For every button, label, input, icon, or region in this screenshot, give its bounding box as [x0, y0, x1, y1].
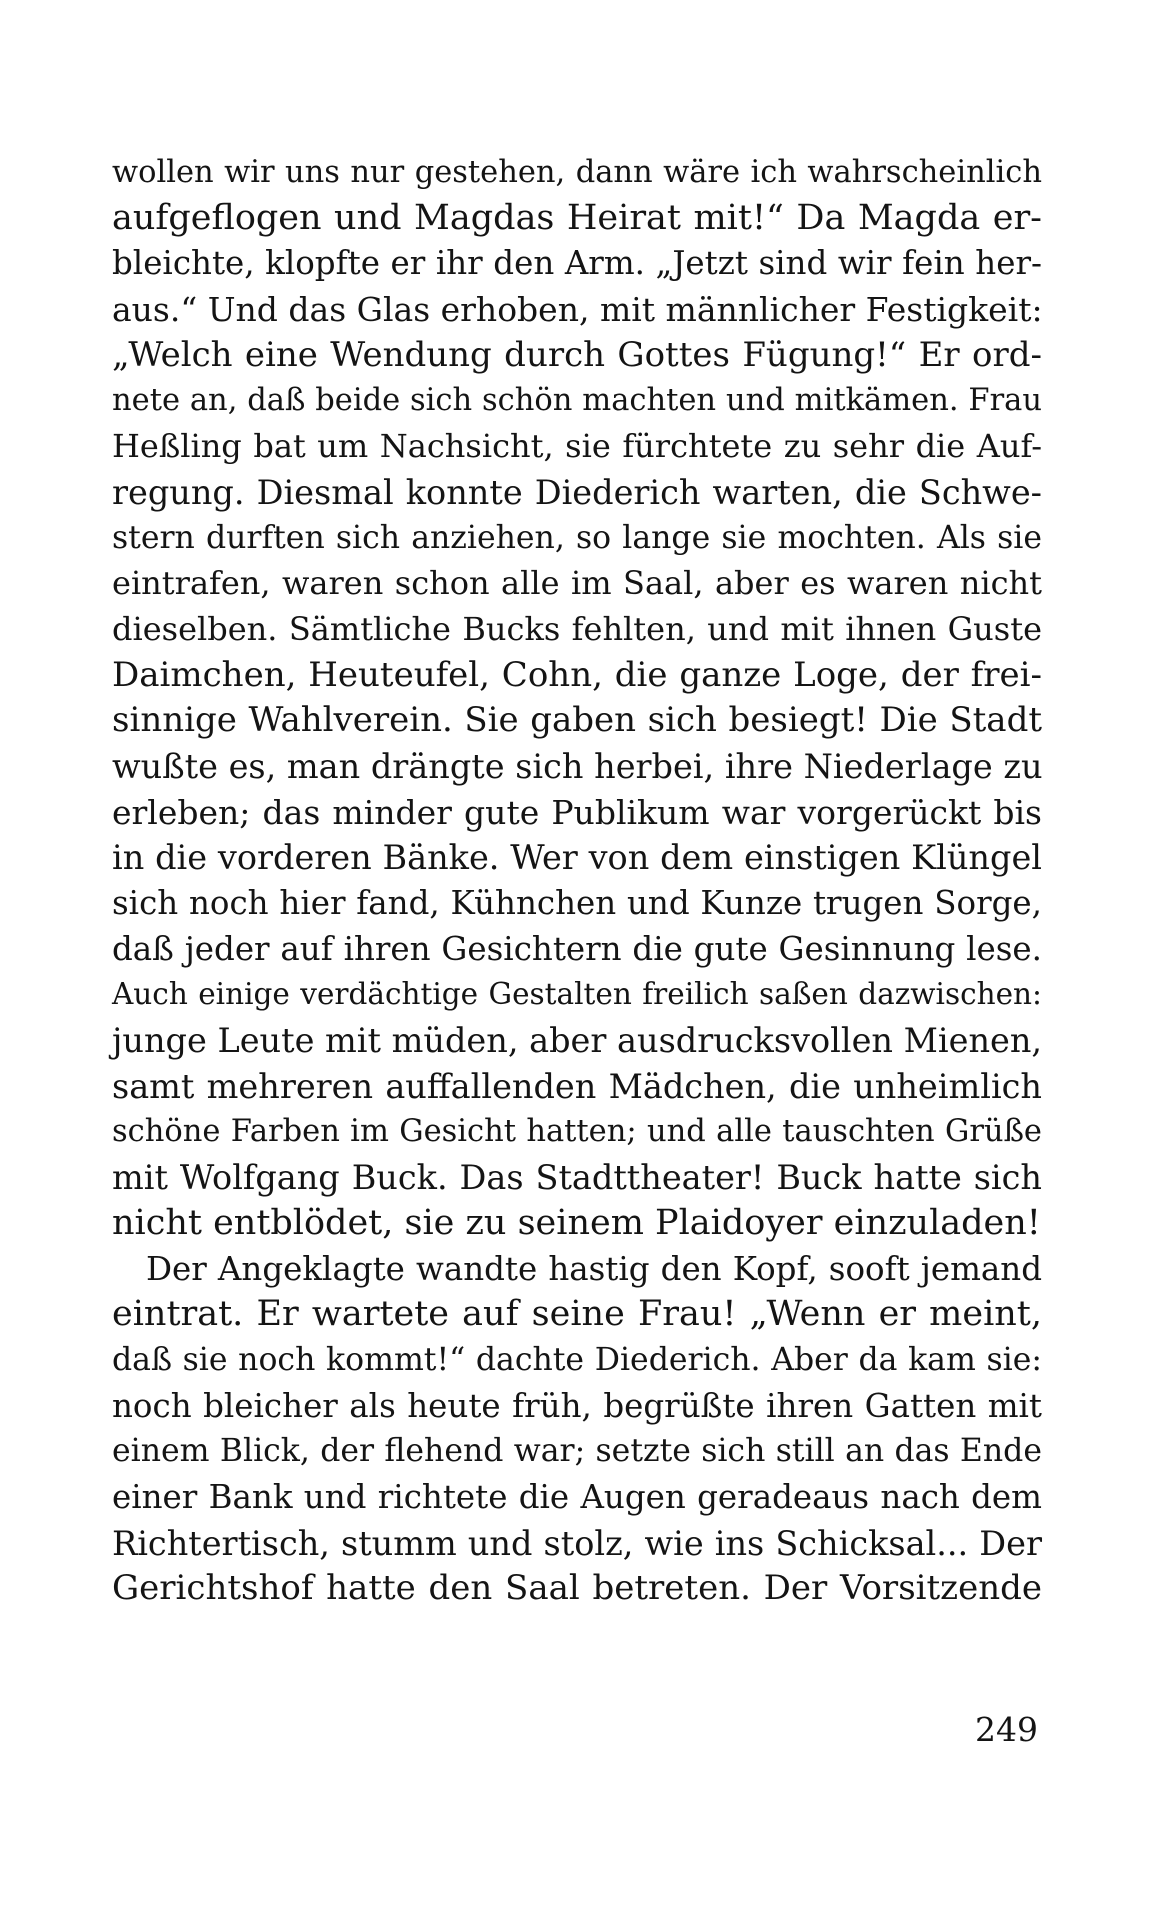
text-line: daß jeder auf ihren Gesichtern die gute Gesinnung lese. [112, 929, 1042, 968]
text-line: Gerichtshof hatte den Saal betreten. Der Vorsitzende [112, 1568, 1042, 1609]
paragraph-2 [112, 1247, 1042, 1613]
text-line: eintrat. Er wartete auf seine Frau! „Wenn er meint, [112, 1294, 1042, 1335]
text-line: sich noch hier fand, Kühnchen und Kunze trugen Sorge, [112, 884, 1042, 922]
text-line: dieselben. Sämtliche Bucks fehlten, und mit ihnen Guste [112, 609, 1042, 648]
text-line: nicht entblödet, sie zu seinem Plaidoyer einzuladen! [112, 1202, 1041, 1243]
text-line: wußte es, man drängte sich herbei, ihre Niederlage zu [112, 746, 1043, 786]
text-line: in die vorderen Bänke. Wer von dem einstigen Klüngel [112, 838, 1042, 878]
text-line: wollen wir uns nur gestehen, dann wäre ich wahrscheinlich [112, 155, 1042, 190]
text-line: schöne Farben im Gesicht hatten; und alle tauschten Grüße [112, 1114, 1042, 1150]
text-line: mit Wolfgang Buck. Das Stadttheater! Buck hatte sich [112, 1158, 1042, 1198]
text-line: „Welch eine Wendung durch Gottes Fügung!“ Er ord- [112, 334, 1042, 375]
text-line: eintrafen, waren schon alle im Saal, aber es waren nicht [112, 564, 1042, 603]
text-line: Richtertisch, stumm und stolz, wie ins Schicksal... Der [112, 1523, 1042, 1563]
body-text [112, 150, 1042, 1612]
text-line: nete an, daß beide sich schön machten und mitkämen. Frau [112, 383, 1042, 419]
text-line: daß sie noch kommt!“ dachte Diederich. Aber da kam sie: [112, 1341, 1042, 1378]
text-line: Heßling bat um Nachsicht, sie fürchtete zu sehr die Auf- [112, 427, 1042, 466]
text-line: erleben; das minder gute Publikum war vorgerückt bis [112, 792, 1042, 832]
text-line: einer Bank und richtete die Augen geradeaus nach dem [112, 1477, 1042, 1516]
text-line: junge Leute mit müden, aber ausdrucksvollen Mienen, [112, 1021, 1043, 1061]
text-line: aus.“ Und das Glas erhoben, mit männlicher Festigkeit: [112, 290, 1043, 330]
text-line: Auch einige verdächtige Gestalten freilich saßen dazwischen: [112, 977, 1042, 1012]
text-line: noch bleicher als heute früh, begrüßte ihren Gatten mit [112, 1386, 1042, 1425]
text-line: aufgeflogen und Magdas Heirat mit!“ Da Magda er- [112, 197, 1042, 238]
text-line: Der Angeklagte wandte hastig den Kopf, sooft jemand [146, 1249, 1042, 1288]
text-line: stern durften sich anziehen, so lange sie mochten. Als sie [112, 519, 1042, 556]
page-number: 249 [975, 1710, 1038, 1749]
text-line: Daimchen, Heuteufel, Cohn, die ganze Loge, der frei- [112, 654, 1042, 695]
paragraph-1 [112, 150, 1042, 1247]
text-line: regung. Diesmal konnte Diederich warten, die Schwe- [112, 472, 1042, 512]
text-line: samt mehreren auffallenden Mädchen, die unheimlich [112, 1066, 1042, 1106]
text-line: sinnige Wahlverein. Sie gaben sich besiegt! Die Stadt [112, 700, 1042, 741]
text-line: bleichte, klopfte er ihr den Arm. „Jetzt sind wir fein her- [112, 244, 1042, 283]
text-line: einem Blick, der flehend war; setzte sich still an das Ende [112, 1433, 1042, 1470]
